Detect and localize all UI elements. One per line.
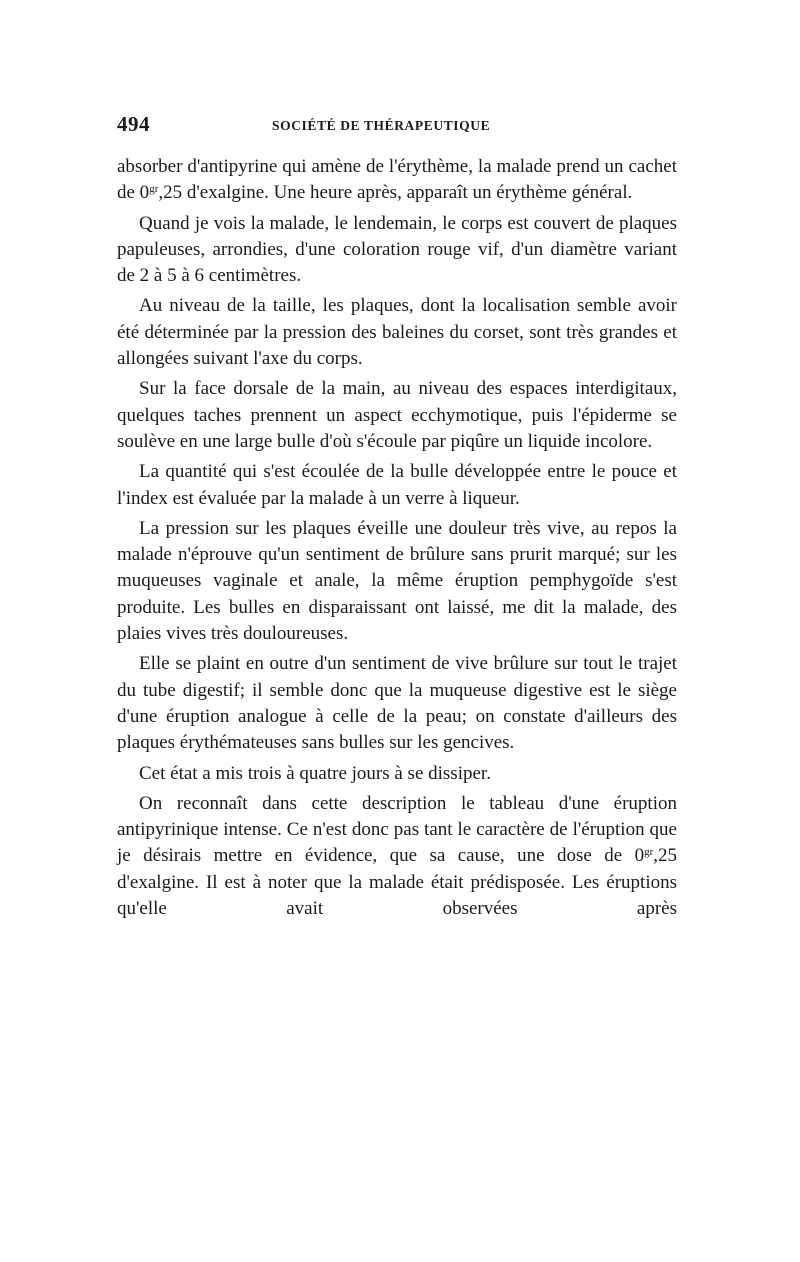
paragraph-6: La pression sur les plaques éveille une douleur très vive, au repos la malade n'éprouve qu'un sentiment de brûlure sans prurit marqué; sur les muqueuses vaginale et anale, la même éruption pemphygoïde s'est produite. Les bulles en disparaissant ont laissé, me dit la malade, des plaies vives très douloureuses.: [117, 517, 677, 645]
running-header: [117, 112, 677, 142]
paragraph-9: On reconnaît dans cette description le tableau d'une éruption antipyrinique intense. Ce n'est donc pas tant le caractère de l'éruption que je désirais mettre en évidence, que sa cause, une dose de $0^{gr},25$ d'exalgine. Il est à noter que la malade était prédisposée. Les éruptions qu'elle avait observées après: [117, 792, 677, 920]
paragraph-7: Elle se plaint en outre d'un sentiment de vive brûlure sur tout le trajet du tube digestif; il semble donc que la muqueuse digestive est le siège d'une éruption analogue à celle de la peau; on constate d'ailleurs des plaques érythémateuses sans bulles sur les gencives.: [117, 653, 677, 754]
paragraph-5: La quantité qui s'est écoulée de la bulle développée entre le pouce et l'index est évaluée par la malade à un verre à liqueur.: [117, 461, 677, 509]
book-page: [117, 112, 677, 926]
page-number: 494: [117, 112, 150, 136]
body-text: [117, 154, 677, 922]
paragraph-3: Au niveau de la taille, les plaques, dont la localisation semble avoir été déterminée par la pression des baleines du corset, sont très grandes et allongées suivant l'axe du corps.: [117, 295, 677, 370]
paragraph-2: Quand je vois la malade, le lendemain, le corps est couvert de plaques papuleuses, arrondies, d'une coloration rouge vif, d'un diamètre variant de 2 à 5 à 6 centimètres.: [117, 212, 677, 287]
paragraph-1: absorber d'antipyrine qui amène de l'érythème, la malade prend un cachet de $0^{gr},25$ d'exalgine. Une heure après, apparaît un érythème général.: [117, 156, 677, 204]
running-title: SOCIÉTÉ DE THÉRAPEUTIQUE: [272, 118, 491, 133]
paragraph-8: Cet état a mis trois à quatre jours à se dissiper.: [139, 762, 491, 784]
paragraph-4: Sur la face dorsale de la main, au niveau des espaces interdigitaux, quelques taches prennent un aspect ecchymotique, puis l'épiderme se soulève en une large bulle d'où s'écoule par piqûre un liquide incolore.: [117, 378, 677, 452]
